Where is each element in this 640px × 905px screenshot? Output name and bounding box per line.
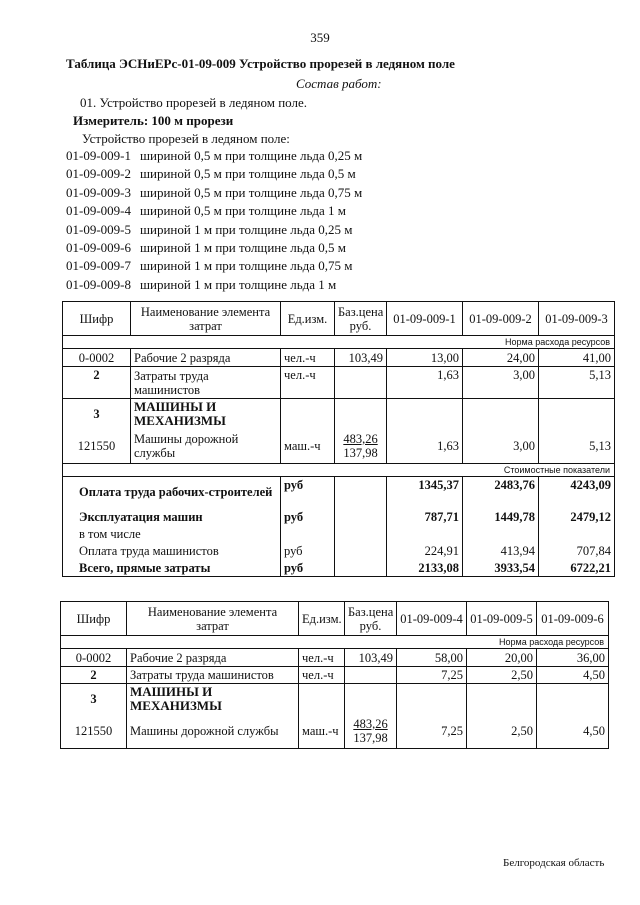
cell-name: Затраты труда машинистов: [131, 367, 281, 399]
cell-base-price: 103,49: [345, 649, 397, 667]
cell-value: 58,00: [397, 649, 467, 667]
header-unit: Ед.изм.: [299, 602, 345, 636]
code-description: шириной 1 м при толщине льда 1 м: [140, 276, 337, 292]
base-price-top: 483,26: [343, 431, 378, 446]
cost-name: Эксплуатация машин: [63, 508, 281, 526]
cell-empty: [463, 399, 539, 430]
header-col: 01-09-009-2: [463, 302, 539, 336]
cell-value: 5,13: [539, 429, 615, 463]
code-list-intro: Устройство прорезей в ледяном поле:: [82, 131, 290, 146]
cell-code: 2: [63, 367, 131, 399]
norm-label: Норма расхода ресурсов: [63, 336, 615, 349]
table-row: [63, 367, 615, 399]
cost-name: Оплата труда машинистов: [63, 542, 281, 560]
cost-name: Всего, прямые затраты: [63, 560, 281, 577]
code: 01-09-009-8: [66, 276, 131, 292]
header-col: 01-09-009-4: [397, 602, 467, 636]
cost-unit: руб: [281, 560, 335, 577]
cell-code: 0-0002: [63, 349, 131, 367]
header-code: Шифр: [63, 302, 131, 336]
code-description: шириной 1 м при толщине льда 0,75 м: [140, 258, 353, 274]
cell-empty: [387, 526, 463, 542]
table-row: [61, 714, 609, 748]
code-list-item: [66, 185, 362, 203]
code-description: шириной 1 м при толщине льда 0,25 м: [140, 221, 353, 237]
cell-value: 4,50: [537, 714, 609, 748]
header-base-price: Баз.цена руб.: [335, 302, 387, 336]
norm-label-row: [61, 636, 609, 649]
header-col: 01-09-009-1: [387, 302, 463, 336]
cell-base-price: [345, 714, 397, 748]
code: 01-09-009-6: [66, 239, 131, 255]
work-item: 01. Устройство прорезей в ледяном поле.: [80, 95, 308, 110]
cell-empty: [539, 399, 615, 430]
cell-code: 0-0002: [61, 649, 127, 667]
cost-value: 1449,78: [463, 508, 539, 526]
cell-value: 2,50: [467, 714, 537, 748]
code: 01-09-009-5: [66, 221, 131, 237]
cell-empty: [335, 526, 387, 542]
code-list-item: [66, 222, 362, 240]
cell-value: 5,13: [539, 367, 615, 399]
cell-value: 7,25: [397, 714, 467, 748]
cell-name: Рабочие 2 разряда: [127, 649, 299, 667]
cost-unit: руб: [281, 476, 335, 508]
cell-empty: [281, 399, 335, 430]
cost-value: 6722,21: [539, 560, 615, 577]
cell-empty: [539, 526, 615, 542]
cell-value: 2,50: [467, 667, 537, 684]
cost-value: 2479,12: [539, 508, 615, 526]
resource-table-2: [60, 601, 609, 749]
cell-value: 20,00: [467, 649, 537, 667]
cell-value: 3,00: [463, 429, 539, 463]
cell-value: 41,00: [539, 349, 615, 367]
cell-value: 13,00: [387, 349, 463, 367]
table-row: [61, 667, 609, 684]
code-list-item: [66, 277, 362, 295]
table-row: [61, 684, 609, 715]
region-footer: Белгородская область: [503, 857, 605, 869]
code: 01-09-009-3: [66, 184, 131, 200]
code-list: [66, 148, 362, 295]
cell-unit: чел.-ч: [281, 349, 335, 367]
header-name: Наименование элемента затрат: [131, 302, 281, 336]
cell-value: 1,63: [387, 367, 463, 399]
header-col: 01-09-009-5: [467, 602, 537, 636]
page-number: 359: [310, 30, 330, 45]
cost-value: 413,94: [463, 542, 539, 560]
header-base-price: Баз.цена руб.: [345, 602, 397, 636]
section-heading: МАШИНЫ И МЕХАНИЗМЫ: [131, 399, 281, 430]
cost-row: [63, 560, 615, 577]
code-list-item: [66, 203, 362, 221]
cell-empty: [463, 526, 539, 542]
cost-value: 787,71: [387, 508, 463, 526]
header-unit: Ед.изм.: [281, 302, 335, 336]
cell-unit: чел.-ч: [299, 667, 345, 684]
code: 01-09-009-2: [66, 166, 131, 182]
cost-row: [63, 508, 615, 526]
cell-base-price: 103,49: [335, 349, 387, 367]
code: 01-09-009-4: [66, 203, 131, 219]
code-list-item: [66, 148, 362, 166]
cell-empty: [335, 476, 387, 508]
table-header-row: [63, 302, 615, 336]
cell-value: 3,00: [463, 367, 539, 399]
resource-table-1: [62, 301, 615, 577]
cell-empty: [537, 684, 609, 715]
cell-empty: [387, 399, 463, 430]
cost-row: [63, 526, 615, 542]
table-row: [61, 649, 609, 667]
code-list-item: [66, 240, 362, 258]
cost-value: 707,84: [539, 542, 615, 560]
cell-value: 24,00: [463, 349, 539, 367]
code-list-item: [66, 258, 362, 276]
cost-value: 224,91: [387, 542, 463, 560]
section-heading: МАШИНЫ И МЕХАНИЗМЫ: [127, 684, 299, 715]
table-row: [63, 429, 615, 463]
cost-value: 2133,08: [387, 560, 463, 577]
cell-empty: [281, 526, 335, 542]
base-price-bottom: 137,98: [343, 445, 378, 460]
base-price-bottom: 137,98: [353, 730, 388, 745]
cost-value: 4243,09: [539, 476, 615, 508]
cell-name: Рабочие 2 разряда: [131, 349, 281, 367]
cost-value: 1345,37: [387, 476, 463, 508]
cell-code: 3: [63, 399, 131, 430]
cell-base-price: [335, 367, 387, 399]
cost-value: 3933,54: [463, 560, 539, 577]
cell-value: 7,25: [397, 667, 467, 684]
cell-unit: чел.-ч: [281, 367, 335, 399]
code-description: шириной 0,5 м при толщине льда 0,5 м: [140, 166, 356, 182]
cell-value: 1,63: [387, 429, 463, 463]
header-code: Шифр: [61, 602, 127, 636]
table-row: [63, 349, 615, 367]
cell-code: 121550: [61, 714, 127, 748]
cost-value: 2483,76: [463, 476, 539, 508]
cell-empty: [299, 684, 345, 715]
norm-label: Норма расхода ресурсов: [61, 636, 609, 649]
cell-name: Машины дорожной службы: [127, 714, 299, 748]
cell-empty: [335, 542, 387, 560]
cell-empty: [335, 399, 387, 430]
cell-unit: маш.-ч: [281, 429, 335, 463]
cell-code: 3: [61, 684, 127, 715]
table-header-row: [61, 602, 609, 636]
cost-row: [63, 542, 615, 560]
cost-name: Оплата труда рабочих-строителей: [63, 476, 281, 508]
cell-empty: [335, 508, 387, 526]
code-description: шириной 0,5 м при толщине льда 0,75 м: [140, 184, 363, 200]
cell-base-price: [345, 667, 397, 684]
cell-value: 4,50: [537, 667, 609, 684]
cost-label-row: [63, 463, 615, 476]
code: 01-09-009-7: [66, 258, 131, 274]
cost-unit: руб: [281, 542, 335, 560]
cost-label: Стоимостные показатели: [63, 463, 615, 476]
cost-row: [63, 476, 615, 508]
cell-name: Затраты труда машинистов: [127, 667, 299, 684]
cell-empty: [467, 684, 537, 715]
code-list-item: [66, 166, 362, 184]
header-name: Наименование элемента затрат: [127, 602, 299, 636]
code: 01-09-009-1: [66, 148, 131, 163]
cell-unit: маш.-ч: [299, 714, 345, 748]
cell-value: 36,00: [537, 649, 609, 667]
header-col: 01-09-009-6: [537, 602, 609, 636]
cost-unit: руб: [281, 508, 335, 526]
cell-name: Машины дорожной службы: [131, 429, 281, 463]
code-description: шириной 0,5 м при толщине льда 1 м: [140, 203, 347, 219]
header-col: 01-09-009-3: [539, 302, 615, 336]
cell-code: 121550: [63, 429, 131, 463]
cell-empty: [345, 684, 397, 715]
work-composition-heading: Состав работ:: [296, 76, 382, 91]
base-price-top: 483,26: [353, 716, 388, 731]
cell-empty: [397, 684, 467, 715]
table-row: [63, 399, 615, 430]
cost-name: в том числе: [63, 526, 281, 542]
code-description: шириной 1 м при толщине льда 0,5 м: [140, 239, 347, 255]
cell-empty: [335, 560, 387, 577]
code-description: шириной 0,5 м при толщине льда 0,25 м: [140, 148, 363, 163]
cell-unit: чел.-ч: [299, 649, 345, 667]
cell-code: 2: [61, 667, 127, 684]
table-title: Таблица ЭСНиЕРс-01-09-009 Устройство прорезей в ледяном поле: [66, 56, 455, 71]
cell-base-price: [335, 429, 387, 463]
measure-unit: Измеритель: 100 м прорези: [73, 113, 234, 128]
norm-label-row: [63, 336, 615, 349]
